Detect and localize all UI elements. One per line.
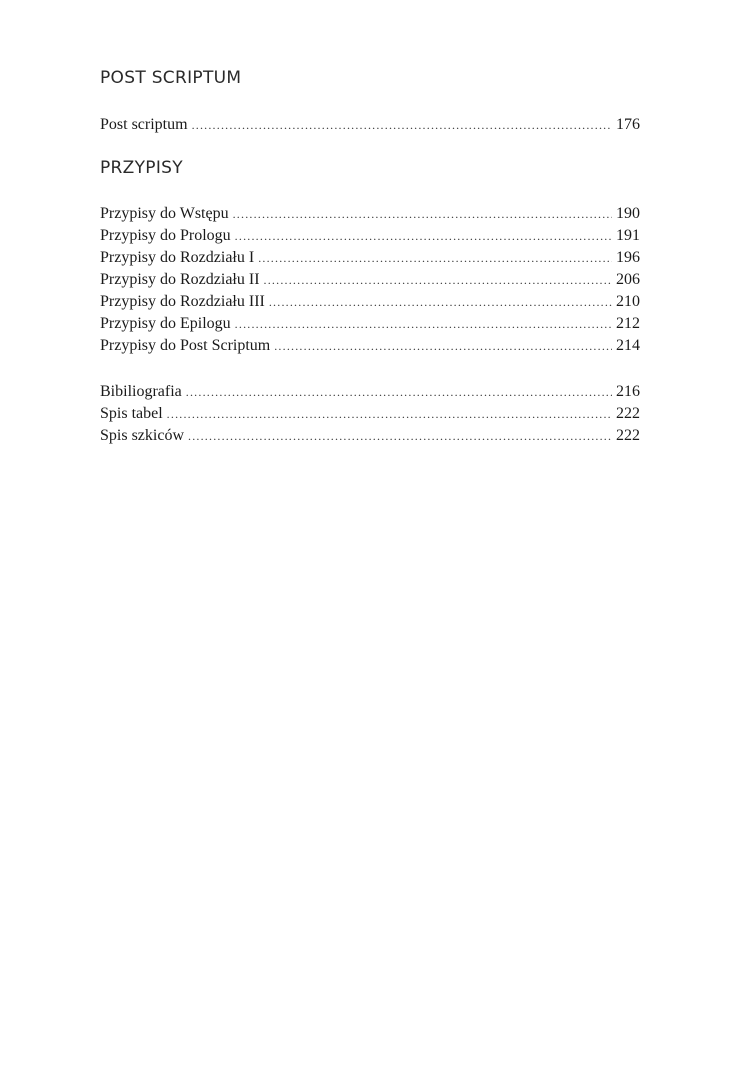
toc-entry-title: Przypisy do Rozdziału III: [100, 293, 265, 310]
toc-entry[interactable]: [100, 381, 640, 403]
toc-entry[interactable]: [100, 403, 640, 425]
section-heading-post-scriptum: POST SCRIPTUM: [100, 68, 242, 88]
toc-entry-title: Post scriptum: [100, 116, 188, 133]
toc-list-post-scriptum: [100, 114, 640, 136]
toc-entry-title: Przypisy do Rozdziału II: [100, 271, 260, 288]
toc-entry[interactable]: [100, 269, 640, 291]
toc-entry-page: 176: [616, 116, 640, 133]
toc-entry-title: Przypisy do Epilogu: [100, 315, 231, 332]
toc-entry-page: 206: [616, 271, 640, 288]
dot-leader: [235, 225, 612, 247]
toc-entry-title: Przypisy do Post Scriptum: [100, 337, 271, 354]
dot-leader: [269, 291, 612, 313]
toc-entry-page: 191: [616, 227, 640, 244]
dot-leader: [192, 114, 612, 136]
toc-entry[interactable]: [100, 425, 640, 447]
toc-entry[interactable]: [100, 225, 640, 247]
dot-leader: [258, 247, 612, 269]
dot-leader: [235, 313, 612, 335]
toc-entry-title: Przypisy do Rozdziału I: [100, 249, 255, 266]
toc-entry[interactable]: [100, 291, 640, 313]
dot-leader: [233, 203, 612, 225]
toc-list-przypisy: [100, 203, 640, 357]
toc-entry-page: 222: [616, 405, 640, 422]
toc-entry-title: Spis szkiców: [100, 427, 184, 444]
toc-entry-page: 210: [616, 293, 640, 310]
toc-entry-page: 216: [616, 383, 640, 400]
toc-entry-page: 190: [616, 205, 640, 222]
dot-leader: [264, 269, 612, 291]
toc-entry-page: 222: [616, 427, 640, 444]
toc-entry-title: Przypisy do Wstępu: [100, 205, 229, 222]
toc-entry[interactable]: [100, 247, 640, 269]
toc-entry-title: Spis tabel: [100, 405, 163, 422]
toc-entry-title: Bibiliografia: [100, 383, 182, 400]
dot-leader: [186, 381, 612, 403]
toc-entry-title: Przypisy do Prologu: [100, 227, 231, 244]
section-heading-przypisy: PRZYPISY: [100, 158, 183, 178]
toc-entry-page: 196: [616, 249, 640, 266]
toc-entry[interactable]: [100, 203, 640, 225]
toc-entry[interactable]: [100, 335, 640, 357]
toc-list-back-matter: [100, 381, 640, 447]
toc-entry[interactable]: [100, 313, 640, 335]
dot-leader: [188, 425, 612, 447]
dot-leader: [167, 403, 612, 425]
toc-entry-page: 214: [616, 337, 640, 354]
toc-entry[interactable]: [100, 114, 640, 136]
toc-entry-page: 212: [616, 315, 640, 332]
dot-leader: [274, 335, 612, 357]
